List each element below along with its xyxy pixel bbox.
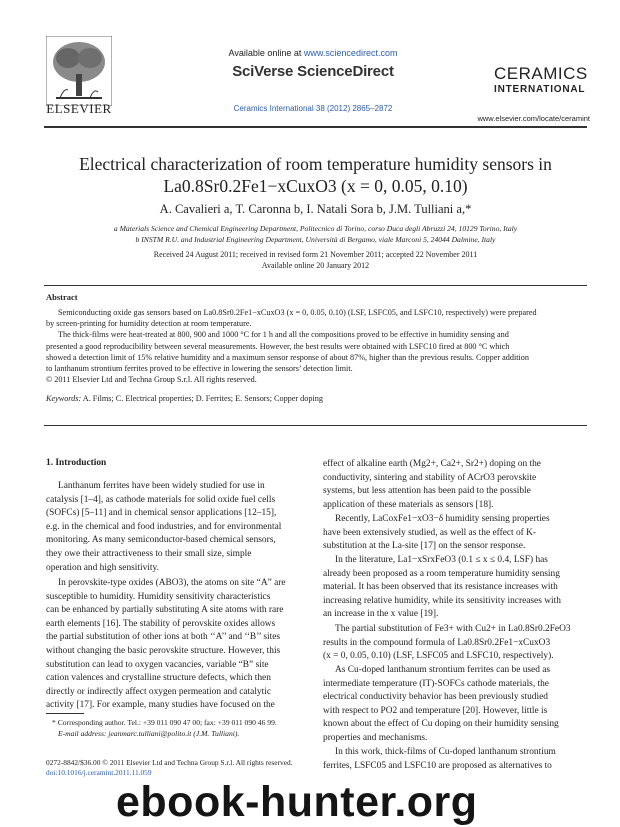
available-online-line: Available online at www.sciencedirect.com xyxy=(228,48,398,58)
elsevier-tree-logo-icon xyxy=(46,36,112,106)
header-rule xyxy=(44,126,587,128)
sciverse-logo: SciVerse ScienceDirect xyxy=(232,63,394,80)
abstract-bottom-rule xyxy=(44,425,587,426)
intro-para-1: Lanthanum ferrites have been widely studied for use in catalysis [1–4], as cathode materials for solid oxide fuel cells (SOFCs) [5–11] and in chemical sensor applications [12–15], e.g. in the chemical and food industries, and for environmental monitoring. As many semiconductor-based chemical sensors, they owe their attractiveness to their small size, simple operation and high sensitivity. xyxy=(46,481,282,573)
issn-copyright-line: 0272-8842/$36.00 © 2011 Elsevier Ltd and Techna Group S.r.l. All rights reserved. xyxy=(46,758,293,767)
abstract-para-2: The thick-films were heat-treated at 800, 900 and 1000 °C for 1 h and all the compositions proved to be effective in humidity sensing and presented a good reproducibility between several measurements. However, the best results were obtained with LSFC10 fired at 800 °C which showed a detection limit of 15% relative humidity and a maximum sensor response of about 87%, higher than the previous results. Copper addition to lanthanum strontium ferrites proved to be effective in lowering the sensors’ detection limit. © 2011 Elsevier Ltd and Techna Group S.r.l. All rights reserved. xyxy=(46,330,529,385)
section-heading-introduction: 1. Introduction xyxy=(46,458,107,468)
journal-homepage-url[interactable]: www.elsevier.com/locate/ceramint xyxy=(477,114,590,123)
history-dates: Received 24 August 2011; received in revised form 21 November 2011; accepted 22 November 2011 xyxy=(153,250,478,259)
abstract-para-1: Semiconducting oxide gas sensors based on La0.8Sr0.2Fe1−xCuxO3 (x = 0, 0.05, 0.10) (LSF, LSFC05, and LSFC10, respectively) were prepared by screen-printing for humidity detection at room temperature. xyxy=(46,308,537,329)
right-para-3: In the literature, La1−xSrxFeO3 (0.1 ≤ x ≤ 0.4, LSF) has already been proposed as a room temperature humidity sensing material. It has been observed that its resistance increases with increasing relative humidity, while its sensitivity increases with an increase in the x value [19]. xyxy=(323,555,561,620)
affiliations xyxy=(44,224,587,245)
journal-citation[interactable]: Ceramics International 38 (2012) 2865–2872 xyxy=(233,104,393,113)
keywords-line xyxy=(46,393,587,404)
title-line-1: Electrical characterization of room temperature humidity sensors in xyxy=(79,154,552,174)
right-para-4: The partial substitution of Fe3+ with Cu2+ in La0.8Sr0.2FeO3 results in the compound formula of La0.8Sr0.2Fe1−xCuxO3 (x = 0, 0.05, 0.10) (LSF, LSFC05 and LSFC10, respectively). xyxy=(323,624,571,662)
author-list: A. Cavalieri a, T. Caronna b, I. Natali Sora b, J.M. Tulliani a,* xyxy=(159,202,472,216)
affiliation-b: b INSTM R.U. and Industrial Engineering Department, Università di Bergamo, viale Marconi 5, 24044 Dalmine, Italy xyxy=(135,234,496,244)
right-para-5: As Cu-doped lanthanum strontium ferrites can be used as intermediate temperature (IT)-SOFCs cathode materials, the electrical conductivity behavior has been previously studied with respect to PO2 and temperature [20]. However, little is known about the effect of Cu doping on their humidity sensing properties and mechanisms. xyxy=(323,665,559,743)
right-para-2: Recently, LaCoxFe1−xO3−δ humidity sensing properties have been extensively studied, as well as the effect of K- substitution at the La-site [17] on the sensor response. xyxy=(323,514,550,552)
affiliation-a: a Materials Science and Chemical Engineering Department, Politecnico di Torino, corso Duca degli Abruzzi 24, 10129 Torino, Italy xyxy=(113,224,518,233)
doi-link[interactable]: doi:10.1016/j.ceramint.2011.11.059 xyxy=(46,768,152,777)
abstract-top-rule xyxy=(44,285,587,286)
intro-para-2: In perovskite-type oxides (ABO3), the atoms on site “A” are susceptible to humidity. Humidity sensitivity characteristics can be enhanced by partially substituting A site atoms with rare earth elements [16]. The stability of perovskite oxides allows the partial substitution of other ions at both ‘‘A’’ and ‘‘B’’ sites without changing the basic perovskite structure. However, this substitution can lead to oxygen vacancies, variable “B” site cation valences and crystalline structure defects, which then directly or indirectly affect oxygen permeation and catalytic activity [17]. For example, many studies have focused on the xyxy=(46,578,286,711)
title-line-2: La0.8Sr0.2Fe1−xCuxO3 (x = 0, 0.05, 0.10) xyxy=(163,176,468,196)
right-para-6: In this work, thick-films of Cu-doped lanthanum strontium ferrites, LSFC05 and LSFC10 are proposed as alternatives to xyxy=(323,747,556,771)
right-para-1: effect of alkaline earth (Mg2+, Ca2+, Sr2+) doping on the conductivity, sintering and stability of ACrO3 perovskite systems, but less attention has been paid to the possible application of these materials as sensors [18]. xyxy=(323,459,541,510)
journal-logo-ceramics: CERAMICS xyxy=(494,64,588,83)
corresponding-author-footnote: * Corresponding author. Tel.: +39 011 090 47 00; fax: +39 011 090 46 99. E-mail address: jeanmarc.tulliani@polito.it (J.M. Tulliani). xyxy=(52,718,277,738)
ebook-hunter-watermark: ebook-hunter.org xyxy=(116,778,478,826)
abstract-heading: Abstract xyxy=(46,292,78,302)
sciencedirect-link[interactable]: www.sciencedirect.com xyxy=(303,48,398,58)
elsevier-wordmark: ELSEVIER xyxy=(46,101,112,116)
article-title xyxy=(44,153,587,197)
abstract-body xyxy=(46,307,587,405)
journal-logo-international: INTERNATIONAL xyxy=(494,84,586,95)
keywords-label: Keywords: xyxy=(46,394,82,404)
online-date: Available online 20 January 2012 xyxy=(261,261,370,270)
footnote-rule xyxy=(46,713,84,714)
article-dates xyxy=(44,249,587,271)
keywords-values: A. Films; C. Electrical properties; D. Ferrites; E. Sensors; Copper doping xyxy=(81,394,323,404)
copyright-line: © 2011 Elsevier Ltd and Techna Group S.r.l. All rights reserved. xyxy=(46,375,257,385)
